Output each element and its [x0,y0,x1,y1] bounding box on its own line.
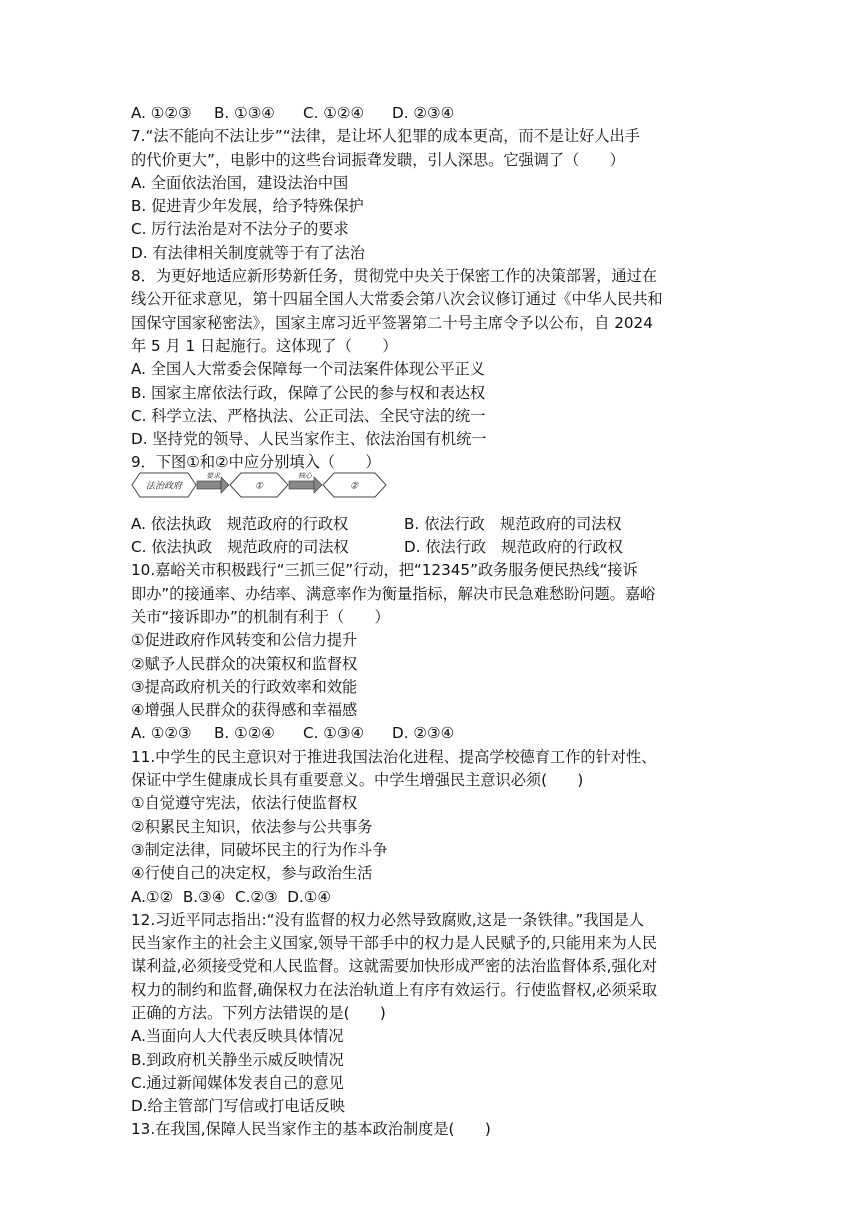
q7-stem-line: 的代价更大”，电影中的这些台词振聋发聩，引人深思。它强调了（ ） [131,150,625,169]
q7-option-d: D. 有法律相关制度就等于有了法治 [131,243,365,262]
q8-option-d: D. 坚持党的领导、人民当家作主、依法治国有机统一 [131,430,487,449]
q12-stem-line: 正确的方法。下列方法错误的是( ) [131,1003,386,1022]
q8-option-a: A. 全国人大常委会保障每一个司法案件体现公平正义 [131,360,485,379]
q9-option-d: D. 依法行政 规范政府的行政权 [404,538,623,557]
q6-option-c: C. ①②④ [303,104,365,122]
q12-stem-line: 谋利益,必须接受党和人民监督。这就需要加快形成严密的法治监督体系,强化对 [131,957,658,976]
q11-item: ①自觉遵守宪法，依法行使监督权 [131,794,358,813]
question-8 [131,265,741,451]
diagram-box-label: 法治政府 [145,481,183,492]
q7-option-b: B. 促进青少年发展，给予特殊保护 [131,197,364,216]
q10-options [131,722,741,745]
q12-option-b: B.到政府机关静坐示威反映情况 [131,1050,344,1069]
q7-option-c: C. 厉行法治是对不法分子的要求 [131,220,349,239]
q11-item: ③制定法律，同破坏民主的行为作斗争 [131,840,388,859]
q6-option-b: B. ①③④ [214,104,275,122]
q9-option-b: B. 依法行政 规范政府的司法权 [404,514,622,533]
diagram-arrow-core [289,472,322,493]
q8-stem-line: 国保守国家秘密法》，国家主席习近平签署第二十号主席令予以公布，自 2024 [131,313,653,332]
q8-option-c: C. 科学立法、严格执法、公正司法、全民守法的统一 [131,406,486,425]
question-11 [131,746,741,909]
q10-option-c: C. ①③④ [303,724,365,743]
diagram-blank-label: ① [254,481,264,492]
question-9 [131,451,741,559]
question-10 [131,559,741,745]
q10-item: ④增强人民群众的获得感和幸福感 [131,701,358,720]
q11-item: ②积累民主知识，依法参与公共事务 [131,817,373,836]
q8-stem-line: 年 5 月 1 日起施行。这体现了（ ） [131,336,398,355]
q7-option-a: A. 全面依法治国，建设法治中国 [131,173,349,192]
q11-stem-line: 11.中学生的民主意识对于推进我国法治化进程、提高学校德育工作的针对性、 [131,747,657,766]
diagram-arrow-label: 核心 [298,472,312,480]
q12-option-a: A.当面向人大代表反映具体情况 [131,1027,344,1046]
q7-stem-line: 7.“法不能向不法让步”“法律，是让坏人犯罪的成本更高，而不是让好人出手 [131,127,640,146]
q12-stem-line: 12.习近平同志指出:“没有监督的权力必然导致腐败,这是一条铁律。”我国是人 [131,910,645,929]
q12-stem-line: 权力的制约和监督,确保权力在法治轨道上有序有效运行。行使监督权,必须采取 [131,980,658,999]
q11-options: A.①② B.③④ C.②③ D.①④ [131,887,332,906]
q9-stem: 9．下图①和②中应分别填入（ ） [131,453,381,472]
q8-stem-line: 8．为更好地适应新形势新任务，贯彻党中央关于保密工作的决策部署，通过在 [131,267,658,286]
question-12 [131,909,741,1119]
q10-stem-line: 即办”的接通率、办结率、满意率作为衡量指标，解决市民急难愁盼问题。嘉峪 [131,584,656,603]
q8-stem-line: 线公开征求意见，第十四届全国人大常委会第八次会议修订通过《中华人民共和 [131,290,663,309]
q9-option-a: A. 依法执政 规范政府的行政权 [131,514,349,533]
q9-flow-diagram [131,470,391,500]
diagram-arrow-requirement [197,472,229,493]
q9-options-row [131,536,741,559]
q10-stem-line: 10.嘉峪关市积极践行“三抓三促”行动，把“12345”政务服务便民热线“接诉 [131,561,638,580]
question-13 [131,1118,741,1141]
diagram-arrow-label: 要求 [206,472,220,480]
q10-stem-line: 关市“接诉即办”的机制有利于（ ） [131,607,390,626]
q10-option-b: B. ①②④ [214,724,275,743]
q12-stem-line: 民当家作主的社会主义国家,领导干部手中的权力是人民赋予的,只能用来为人民 [131,934,658,953]
q10-item: ①促进政府作风转变和公信力提升 [131,631,358,650]
diagram-blank-1 [230,473,288,497]
q10-option-a: A. ①②③ [131,724,192,743]
q11-stem-line: 保证中学生健康成长具有重要意义。中学生增强民主意识必须( ) [131,771,584,790]
q10-item: ②赋予人民群众的决策权和监督权 [131,654,358,673]
q10-option-d: D. ②③④ [392,724,455,743]
q11-item: ④行使自己的决定权，参与政治生活 [131,864,373,883]
question-list [131,102,741,1142]
q12-option-d: D.给主管部门写信或打电话反映 [131,1097,345,1116]
diagram-blank-label: ② [349,481,359,492]
diagram-blank-2 [323,473,386,497]
q6-option-d: D. ②③④ [392,104,455,122]
q12-option-c: C.通过新闻媒体发表自己的意见 [131,1073,344,1092]
q9-option-c: C. 依法执政 规范政府的司法权 [131,538,349,557]
q13-stem: 13.在我国,保障人民当家作主的基本政治制度是( ) [131,1120,491,1139]
q10-item: ③提高政府机关的行政效率和效能 [131,677,358,696]
diagram-box-rule-of-law-government [132,473,196,497]
question-7 [131,125,741,265]
q9-options-row [131,513,741,536]
q8-option-b: B. 国家主席依法行政，保障了公民的参与权和表达权 [131,383,486,402]
q6-options [131,102,741,125]
q6-option-a: A. ①②③ [131,104,192,122]
